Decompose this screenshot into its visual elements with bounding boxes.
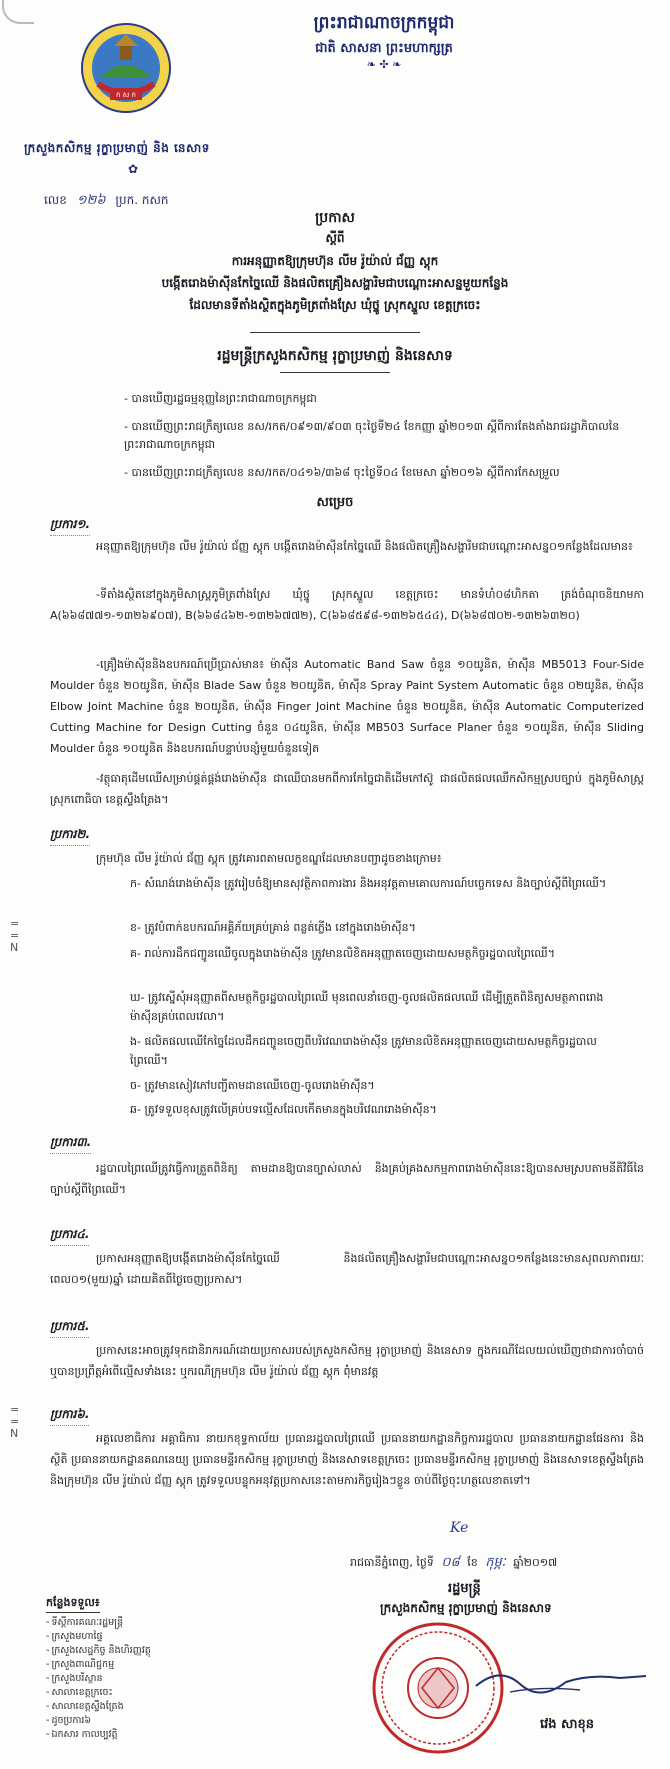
- kingdom-title: ព្រះរាជាណាចក្រកម្ពុជា: [313, 13, 455, 33]
- minister-heading: រដ្ឋមន្ត្រីក្រសួងកសិកម្ម រុក្ខាប្រមាញ់ និងនេសាទ: [217, 348, 453, 364]
- date-month-label: ខែ: [467, 1556, 478, 1569]
- article-paragraph: ប្រកាសនេះអាចត្រូវទុកជានិរាករណ៍ដោយប្រកាសរបស់ក្រសួងកសិកម្ម រុក្ខាប្រមាញ់ និងនេសាទ ក្នុងករណីដែលយល់ឃើញថាជាការចាំបាច់ ឬបានប្រព្រឹត្តអំពើល្មើសទាំងនេះ ឬករណីក្រុមហ៊ុន លីម រ៉ូយ៉ាល់ ជ័ញ្ញ ស្តុក ពុំមានវត្ត: [50, 1344, 644, 1378]
- article-heading: ប្រការ៥.: [50, 1318, 89, 1338]
- article-paragraph: រដ្ឋបាលព្រៃឈើត្រូវធ្វើការត្រួតពិនិត្យ តាមដានឱ្យបានច្បាស់លាស់ និងគ្រប់គ្រងសកម្មភាពរោងម៉ាស៊ីននេះឱ្យបានសមស្របតាមនីតិវិធីនៃច្បាប់ស្តីពីព្រៃឈើ។: [50, 1162, 644, 1196]
- recipients-heading: កន្លែងទទួល៖: [46, 1596, 100, 1613]
- minister-signature: [470, 1656, 650, 1706]
- document-type-title: ប្រកាស: [315, 210, 355, 226]
- recipient-item: - ដូចប្រការ៦: [46, 1714, 151, 1728]
- subject-line: ដែលមានទីតាំងស្ថិតក្នុងភូមិត្រពាំងស្រែ ឃុំថ្នូ ស្រុកស្នួល ខេត្តក្រចេះ: [189, 298, 481, 312]
- article-heading: ប្រការ៦.: [50, 1406, 89, 1426]
- decides-heading: សម្រេច: [316, 495, 354, 510]
- date-prefix: រាជធានីភ្នំពេញ, ថ្ងៃទី: [350, 1556, 434, 1569]
- recipient-item: - ទីស្តីការគណៈរដ្ឋមន្ត្រី: [46, 1616, 151, 1630]
- visa-line: - បានឃើញព្រះរាជក្រឹត្យលេខ នស/រកត/០៩១៣/៩០៣ ចុះថ្ងៃទី២៤ ខែកញ្ញា ឆ្នាំ២០១៣ ស្តីពីការតែងតាំងរាជរដ្ឋាភិបាលនៃព្រះរាជាណាចក្រកម្ពុជា: [124, 420, 620, 451]
- condition-item: ង- ផលិតផលឈើកែច្នៃដែលដឹកជញ្ជូនចេញពីបរិវេណរោងម៉ាស៊ីន ត្រូវមានលិខិតអនុញ្ញាតចេញដោយសមត្ថកិច្ចរដ្ឋបាលព្រៃឈើ។: [130, 1035, 597, 1067]
- title-divider: [250, 332, 420, 333]
- condition-item: ច- ត្រូវមានសៀវភៅបញ្ជីតាមដានឈើចេញ-ចូលរោងម៉ាស៊ីន។: [130, 1079, 375, 1092]
- ministry-ornament: ✿: [128, 162, 139, 176]
- recipient-item: - ក្រសួងមហាផ្ទៃ: [46, 1630, 151, 1644]
- recipients-list: [46, 1616, 151, 1742]
- visa-line: - បានឃើញរដ្ឋធម្មនុញ្ញនៃព្រះរាជាណាចក្រកម្ពុជា: [124, 392, 317, 405]
- recipient-item: - ក្រសួងសេដ្ឋកិច្ច និងហិរញ្ញវត្ថុ: [46, 1644, 151, 1658]
- condition-item: គ- រាល់ការដឹកជញ្ជូនឈើចូលក្នុងរោងម៉ាស៊ីន ត្រូវមានលិខិតអនុញ្ញាតចេញដោយសមត្ថកិច្ចរដ្ឋបាលព្រៃឈើ។: [130, 947, 555, 960]
- recipient-item: - ក្រសួងបរិស្ថាន: [46, 1672, 151, 1686]
- ref-prefix: លេខ: [44, 193, 67, 207]
- recipient-item: - សាលាខេត្តក្រចេះ: [46, 1686, 151, 1700]
- condition-item: ក- សំណង់រោងម៉ាស៊ីន ត្រូវរៀបចំឱ្យមានសុវត្ថិភាពការងារ និងអនុវត្តតាមគោលការណ៍បច្ចេកទេស និងច្បាប់ស្តីពីព្រៃឈើ។: [130, 877, 607, 890]
- ministry-name-header: ក្រសួងកសិកម្ម រុក្ខាប្រមាញ់ និង នេសាទ: [24, 141, 210, 155]
- date-line: [350, 1554, 557, 1573]
- date-year: ឆ្នាំ២០១៧: [513, 1556, 558, 1569]
- visa-line: - បានឃើញព្រះរាជក្រឹត្យលេខ នស/រកត/០៤១៦/៣៦៨ ចុះថ្ងៃទី០៤ ខែមេសា ឆ្នាំ២០១៦ ស្តីពីការកែសម្រួល: [124, 466, 560, 479]
- ref-number: ១២៦: [76, 193, 106, 208]
- article-heading: ប្រការ២.: [50, 826, 90, 846]
- article-paragraph: អនុញ្ញាតឱ្យក្រុមហ៊ុន លីម រ៉ូយ៉ាល់ ជ័ញ្ញ ស្តុក បង្កើតរោងម៉ាស៊ីនកែច្នៃឈើ និងផលិតគ្រឿងសង្ហារិមជាបណ្ដោះអាសន្ន០១កន្លែងដែលមាន៖: [96, 540, 633, 553]
- heading-divider: [280, 372, 390, 373]
- recipient-item: - សាលាខេត្តស្ទឹងត្រែង: [46, 1700, 151, 1714]
- date-day: ០៨: [441, 1555, 460, 1570]
- condition-item: ឆ- ត្រូវទទួលខុសត្រូវលើគ្រប់បទល្មើសដែលកើតមានក្នុងបរិវេណរោងម៉ាស៊ីន។: [130, 1103, 437, 1116]
- binder-hole-mark: = = N: [10, 1403, 20, 1440]
- condition-item: ឃ- ត្រូវស្នើសុំអនុញ្ញាតពីសមត្ថកិច្ចរដ្ឋបាលព្រៃឈើ មុនពេលនាំចេញ-ចូលផលិតផលឈើ ដើម្បីត្រួតពិនិត្យសមត្ថភាពរោងម៉ាស៊ីនគ្រប់ពេលវេលា។: [130, 991, 604, 1023]
- date-month: កុម្ភៈ: [485, 1555, 506, 1570]
- article-paragraph: អគ្គលេខាធិការ អគ្គាធិការ នាយកខុទ្ទកាល័យ ប្រធានរដ្ឋបាលព្រៃឈើ ប្រធាននាយកដ្ឋានកិច្ចការរដ្ឋបាល ប្រធាននាយកដ្ឋានផែនការ និងស្ថិតិ ប្រធាននាយកដ្ឋានគណនេយ្យ ប្រធានមន្ទីរកសិកម្ម រុក្ខាប្រមាញ់ និងនេសាទខេត្តក្រចេះ ប្រធានមន្ទីរកសិកម្ម រុក្ខាប្រមាញ់ និងនេសាទខេត្តស្ទឹងត្រែង និងក្រុមហ៊ុន លីម រ៉ូយ៉ាល់ ជ័ញ្ញ ស្តុក ត្រូវទទួលបន្ទុកអនុវត្តប្រកាសនេះតាមភារកិច្ចរៀងៗខ្លួន ចាប់ពីថ្ងៃចុះហត្ថលេខាតទៅ។: [50, 1432, 644, 1487]
- ministry-emblem-logo: [80, 22, 172, 114]
- article-paragraph: ក្រុមហ៊ុន លីម រ៉ូយ៉ាល់ ជ័ញ្ញ ស្តុក ត្រូវគោរពតាមលក្ខខណ្ឌដែលមានបញ្ជាដូចខាងក្រោម៖: [96, 852, 442, 865]
- binder-clip-mark: [2, 0, 34, 24]
- minister-name: វេង សាខុន: [540, 1717, 595, 1732]
- kingdom-ornament: ❧ ✣ ❧: [366, 58, 402, 71]
- article-heading: ប្រការ៤.: [50, 1226, 89, 1246]
- recipient-item: - ក្រសួងពាណិជ្ជកម្ម: [46, 1658, 151, 1672]
- article-heading: ប្រការ១.: [50, 516, 90, 536]
- article-paragraph: ប្រកាសអនុញ្ញាតឱ្យបង្កើតរោងម៉ាស៊ីនកែច្នៃឈើ និងផលិតគ្រឿងសង្ហារិមជាបណ្ដោះអាសន្ន០១កន្លែងនេះមានសុពលភាពរយៈពេល០១(មួយ)ឆ្នាំ ដោយគិតពីថ្ងៃចេញប្រកាស។: [50, 1252, 644, 1286]
- article-paragraph: -គ្រឿងម៉ាស៊ីននិងឧបករណ៍ប្រើប្រាស់មាន៖ ម៉ាស៊ីន Automatic Band Saw ចំនួន ១០យូនិត, ម៉ាស៊ីន MB5013 Four-Side Moulder ចំនួន ២០យូនិត, ម៉ាស៊ីន Blade Saw ចំនួន ២០យូនិត, ម៉ាស៊ីន Spray Paint System Automatic ចំនួន ០២យូនិត, ម៉ាស៊ីន Elbow Joint Machine ចំនួន ២០យូនិត, ម៉ាស៊ីន Finger Joint Machine ចំនួន ២០យូនិត, ម៉ាស៊ីន Automatic Computerized Cutting Machine for Design Cutting ចំនួន ០៤យូនិត, ម៉ាស៊ីន MB503 Surface Planer ចំនួន ១០យូនិត, ម៉ាស៊ីន Sliding Moulder ចំនួន ១០យូនិត និងឧបករណ៍បន្ទាប់បន្សំមួយចំនួនទៀត: [50, 658, 644, 755]
- handwritten-initial: Ke: [450, 1520, 469, 1536]
- article-heading: ប្រការ៣.: [50, 1134, 91, 1154]
- minister-ministry: ក្រសួងកសិកម្ម រុក្ខាប្រមាញ់ និងនេសាទ: [380, 1601, 552, 1615]
- emblem-text: ក ស ក: [115, 91, 137, 99]
- kingdom-motto: ជាតិ សាសនា ព្រះមហាក្សត្រ: [315, 41, 453, 56]
- document-subject: [80, 250, 590, 316]
- minister-title: រដ្ឋមន្ត្រី: [448, 1581, 481, 1596]
- subject-line: ការអនុញ្ញាតឱ្យក្រុមហ៊ុន លីម រ៉ូយ៉ាល់ ជ័ញ្ញ ស្តុក: [231, 254, 439, 268]
- condition-item: ខ- ត្រូវបំពាក់ឧបករណ៍អគ្គិភ័យគ្រប់គ្រាន់ ពន្លត់ភ្លើង នៅក្នុងរោងម៉ាស៊ីន។: [130, 921, 416, 934]
- recipient-item: - ឯកសារ កាលប្បវត្តិ: [46, 1728, 151, 1742]
- document-about-label: ស្តីពី: [325, 231, 345, 245]
- subject-line: បង្កើតរោងម៉ាស៊ីនកែច្នៃឈើ និងផលិតគ្រឿងសង្ហារិមជាបណ្ដោះអាសន្នមួយកន្លែង: [161, 276, 509, 290]
- ref-suffix: ប្រក. កសក: [115, 193, 169, 207]
- binder-hole-mark: = = N: [10, 917, 20, 954]
- article-paragraph: -វត្ថុធាតុដើមឈើសម្រាប់ផ្គត់ផ្គង់រោងម៉ាស៊ីន ជាឈើបានមកពីការកែច្នៃជាតិដើមកៅស៊ូ ជាផលិតផលឈើកសិកម្មស្របច្បាប់ ក្នុងភូមិសាស្ត្រស្រុកពោធិបា ខេត្តស្ទឹងត្រែង។: [50, 772, 644, 806]
- article-paragraph: -ទីតាំងស្ថិតនៅក្នុងភូមិសាស្ត្រភូមិត្រពាំងស្រែ ឃុំថ្នូ ស្រុកស្នួល ខេត្តក្រចេះ មានទំហំ០៨ហិកតា ត្រង់ចំណុចនិយាមកា A(៦៦៨៧៧១-១៣២៦៩០៧), B(៦៦៨៤៦២-១៣២៦៧៧២), C(៦៦៨៥៩៨-១៣២៦៥៤៤), D(៦៦៨៧០២-១៣២៦៣២០): [50, 588, 644, 622]
